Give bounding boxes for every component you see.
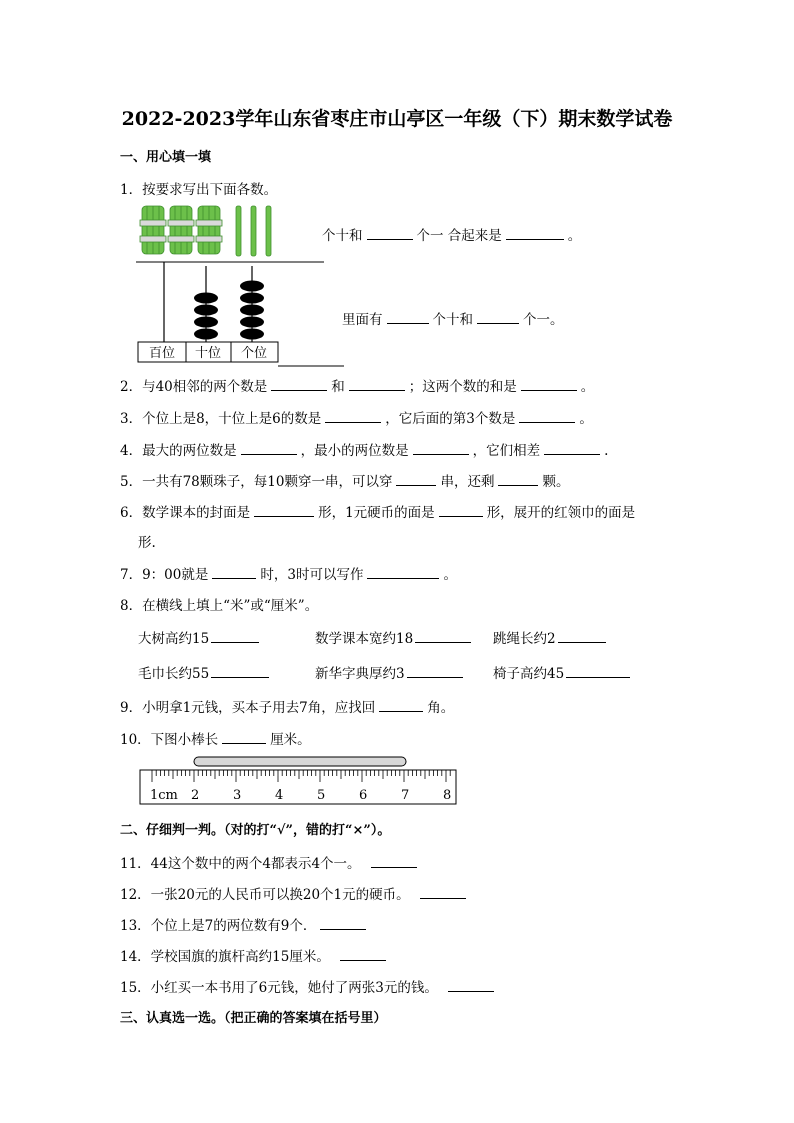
q8-item-6-text: 椅子高约45	[493, 666, 565, 682]
question-10	[120, 728, 311, 748]
q8-item-4	[138, 662, 273, 682]
q8-blank-1[interactable]	[211, 628, 259, 643]
q1b-text-1: 里面有	[342, 312, 383, 328]
question-12	[120, 883, 470, 903]
q3-blank-1[interactable]	[325, 408, 381, 423]
q1-blank-tens[interactable]	[367, 225, 413, 240]
question-5	[120, 470, 569, 490]
q3-text-3: 。	[579, 411, 593, 427]
q1b-text-2: 个十和	[432, 312, 473, 328]
q5-text-1: 5．一共有78颗珠子，每10颗穿一串，可以穿	[120, 474, 393, 490]
question-11	[120, 852, 421, 872]
ruler-label-7: 7	[401, 788, 410, 803]
ruler-label-6: 6	[359, 788, 368, 803]
q4-blank-2[interactable]	[413, 440, 469, 455]
q8-item-2	[315, 627, 475, 647]
q1-text-ones: 个一 合起来是	[416, 228, 502, 244]
q1b-text-3: 个一。	[523, 312, 564, 328]
question-4	[120, 439, 608, 459]
q8-item-6	[493, 662, 634, 682]
q6-blank-1[interactable]	[254, 502, 314, 517]
question-6-line-1	[120, 501, 635, 521]
question-2	[120, 375, 594, 395]
section-heading-3: 三、认真选一选。（把正确的答案填在括号里）	[120, 1011, 387, 1026]
q6-blank-2[interactable]	[439, 502, 483, 517]
question-8: 8．在横线上填上“米”或“厘米”。	[120, 598, 319, 614]
q12-text: 12．一张20元的人民币可以换20个1元的硬币。	[120, 887, 410, 903]
q6-text-2: 形，1元硬币的面是	[318, 505, 435, 521]
q15-blank[interactable]	[448, 977, 494, 992]
q8-blank-3[interactable]	[558, 628, 606, 643]
q7-blank-2[interactable]	[367, 564, 439, 579]
q7-blank-1[interactable]	[212, 564, 256, 579]
q1-line-a	[322, 224, 581, 244]
q2-blank-2[interactable]	[349, 376, 405, 391]
q5-text-3: 颗。	[542, 474, 570, 490]
q5-blank-2[interactable]	[498, 471, 538, 486]
q3-text-1: 3．个位上是8，十位上是6的数是	[120, 411, 322, 427]
q4-blank-3[interactable]	[544, 440, 600, 455]
q8-blank-2[interactable]	[415, 628, 471, 643]
ruler-label-4: 4	[275, 788, 284, 803]
ruler-label-5: 5	[317, 788, 326, 803]
ruler-label-1cm: 1cm	[150, 788, 178, 803]
question-3	[120, 407, 593, 427]
question-14	[120, 945, 390, 965]
abacus-label-hundreds: 百位	[148, 346, 176, 361]
abacus-label-ones: 个位	[240, 346, 268, 361]
q2-text-1: 2．与40相邻的两个数是	[120, 379, 268, 395]
q7-text-1: 7．9：00就是	[120, 567, 209, 583]
q8-item-3-text: 跳绳长约2	[493, 631, 556, 647]
q14-text: 14．学校国旗的旗杆高约15厘米。	[120, 949, 330, 965]
q4-text-3: ，它们相差	[472, 443, 541, 459]
q6-text-1: 6．数学课本的封面是	[120, 505, 251, 521]
q4-text-2: ，最小的两位数是	[300, 443, 409, 459]
q9-blank-1[interactable]	[379, 697, 423, 712]
q1b-blank-tens[interactable]	[387, 309, 429, 324]
ruler-image	[136, 754, 462, 806]
q8-item-5-text: 新华字典厚约3	[315, 666, 405, 682]
q9-text-2: 角。	[427, 700, 455, 716]
ruler-label-3: 3	[233, 788, 242, 803]
q1-text-end: 。	[567, 228, 582, 244]
q5-text-2: 串，还剩	[440, 474, 495, 490]
section-heading-2: 二、仔细判一判。（对的打“√”，错的打“×”）。	[120, 823, 391, 838]
q13-text: 13．个位上是7的两位数有9个．	[120, 918, 317, 934]
q10-blank-1[interactable]	[222, 729, 266, 744]
question-15	[120, 976, 498, 996]
question-6-line-2: 形.	[138, 535, 156, 551]
q2-blank-1[interactable]	[271, 376, 327, 391]
q2-text-3: ；这两个数的和是	[408, 379, 517, 395]
q8-item-2-text: 数学课本宽约18	[315, 631, 414, 647]
q7-text-2: 时，3时可以写作	[260, 567, 364, 583]
q13-blank[interactable]	[320, 915, 366, 930]
q5-blank-1[interactable]	[396, 471, 436, 486]
q10-text-2: 厘米。	[270, 732, 311, 748]
q4-blank-1[interactable]	[241, 440, 297, 455]
q11-blank[interactable]	[371, 853, 417, 868]
q1-line-b	[342, 308, 564, 328]
question-1: 1．按要求写出下面各数。	[120, 182, 278, 198]
q4-text-1: 4．最大的两位数是	[120, 443, 237, 459]
q8-item-5	[315, 662, 467, 682]
q2-text-4: 。	[580, 379, 595, 395]
q8-item-1-text: 大树高约15	[138, 631, 210, 647]
q6-text-3: 形，展开的红领巾的面是	[486, 505, 636, 521]
q2-text-2: 和	[331, 379, 345, 395]
stick-shape	[194, 757, 406, 766]
q8-item-1	[138, 627, 263, 647]
q7-text-3: 。	[443, 567, 457, 583]
q8-item-3	[493, 627, 610, 647]
abacus-label-tens: 十位	[194, 346, 222, 361]
q12-blank[interactable]	[420, 884, 466, 899]
q8-blank-4[interactable]	[211, 663, 269, 678]
question-7	[120, 563, 457, 583]
q1b-blank-ones[interactable]	[477, 309, 519, 324]
page-title: 2022-2023学年山东省枣庄市山亭区一年级（下）期末数学试卷	[121, 108, 673, 130]
question-13	[120, 914, 370, 934]
q14-blank[interactable]	[340, 946, 386, 961]
q10-text-1: 10．下图小棒长	[120, 732, 219, 748]
abacus-image	[136, 258, 346, 370]
q11-text: 11．44这个数中的两个4都表示4个一。	[120, 856, 361, 872]
q15-text: 15．小红买一本书用了6元钱，她付了两张3元的钱。	[120, 980, 438, 996]
question-9	[120, 696, 454, 716]
q8-blank-5[interactable]	[407, 663, 463, 678]
q8-item-4-text: 毛巾长约55	[138, 666, 210, 682]
q1-blank-total[interactable]	[506, 225, 564, 240]
ruler-label-8: 8	[443, 788, 452, 803]
q2-blank-3[interactable]	[521, 376, 577, 391]
q8-blank-6[interactable]	[566, 663, 630, 678]
section-heading-1: 一、用心填一填	[120, 150, 212, 165]
q1-text-tens: 个十和	[322, 228, 363, 244]
ruler-label-2: 2	[191, 788, 200, 803]
q3-blank-2[interactable]	[519, 408, 575, 423]
q3-text-2: ，它后面的第3个数是	[385, 411, 516, 427]
q4-text-4: .	[604, 443, 609, 459]
q9-text-1: 9．小明拿1元钱，买本子用去7角，应找回	[120, 700, 376, 716]
